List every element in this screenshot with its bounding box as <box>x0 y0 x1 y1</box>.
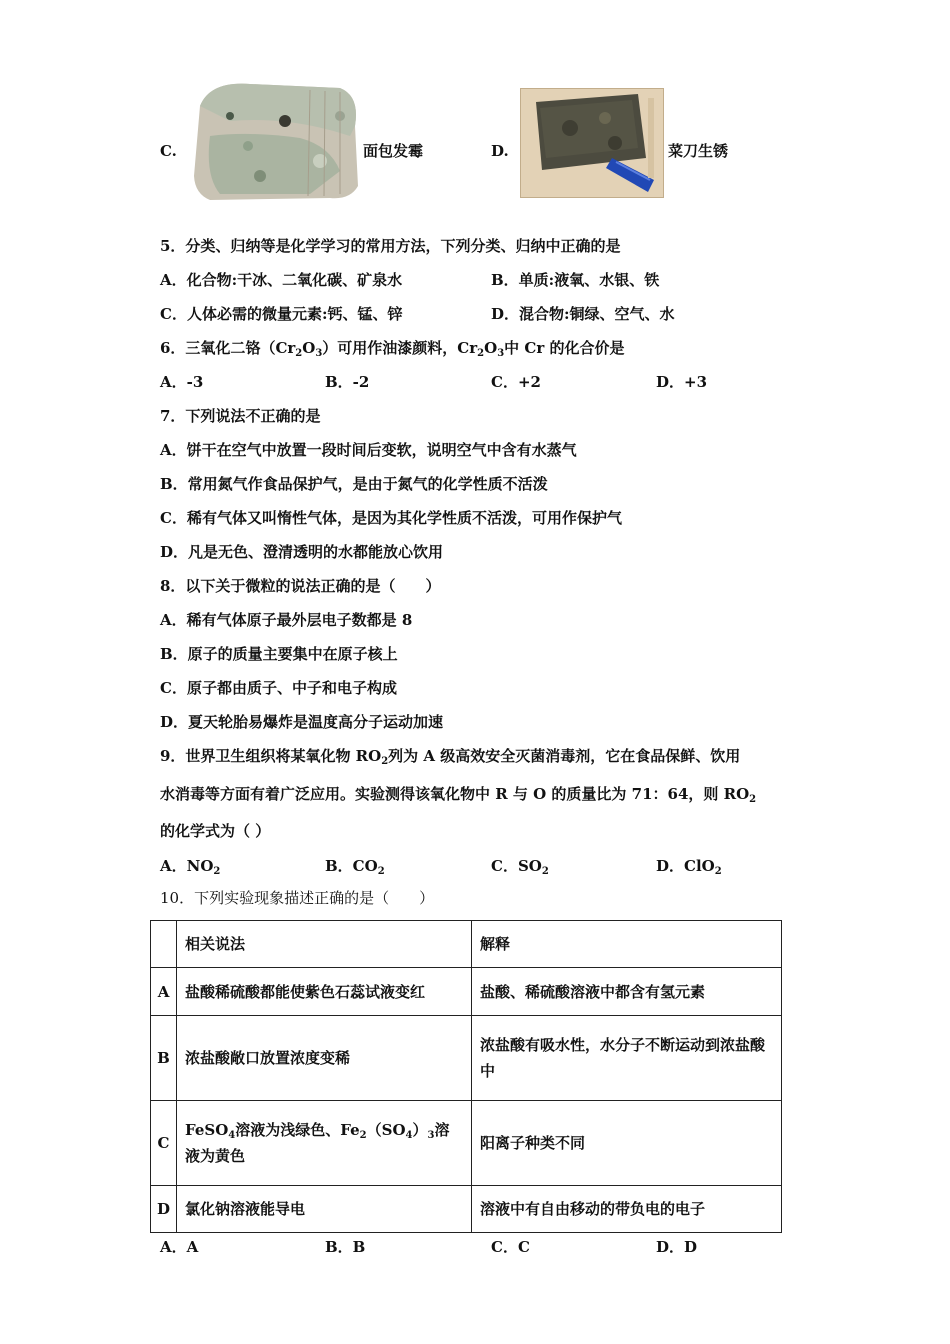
table-row-key: B <box>151 1016 177 1101</box>
q10-option-b: B．B <box>325 1238 366 1256</box>
table-cell: 盐酸稀硫酸都能使紫色石蕊试液变红 <box>177 968 472 1016</box>
q5-option-c: C．人体必需的微量元素:钙、锰、锌 <box>160 305 403 323</box>
q9-stem-line3: 的化学式为（ ） <box>160 822 271 840</box>
q10-table <box>150 920 782 1233</box>
q5-stem: 5．分类、归纳等是化学学习的常用方法，下列分类、归纳中正确的是 <box>160 237 621 255</box>
table-row <box>151 968 782 1016</box>
q6-option-d: D．+3 <box>656 373 708 391</box>
q9-stem-line2: 水消毒等方面有着广泛应用。实验测得该氧化物中 R 与 O 的质量比为 71：64，则 $RO_2$ <box>160 785 757 805</box>
q10-stem: 10．下列实验现象描述正确的是（ ） <box>160 889 435 907</box>
q9-option-c: C．$SO_2$ <box>491 857 549 877</box>
table-cell: FeSO$_4$溶液为浅绿色、$Fe_2(SO_4)_3$溶液为黄色 <box>177 1101 472 1186</box>
q5-option-d: D．混合物:铜绿、空气、水 <box>491 305 675 323</box>
table-header-c2: 解释 <box>472 921 782 968</box>
q7-option-a: A．饼干在空气中放置一段时间后变软，说明空气中含有水蒸气 <box>160 441 577 459</box>
table-cell: 阳离子种类不同 <box>472 1101 782 1186</box>
option-d-caption: 菜刀生锈 <box>668 142 729 160</box>
option-c-letter: C. <box>160 142 177 160</box>
rusty-cleaver-photo <box>520 88 664 198</box>
q7-stem: 7．下列说法不正确的是 <box>160 407 321 425</box>
table-cell: 盐酸、稀硫酸溶液中都含有氢元素 <box>472 968 782 1016</box>
q8-option-b: B．原子的质量主要集中在原子核上 <box>160 645 398 663</box>
table-header-key <box>151 921 177 968</box>
table-cell: 溶液中有自由移动的带负电的电子 <box>472 1186 782 1233</box>
table-cell: 浓盐酸有吸水性，水分子不断运动到浓盐酸中 <box>472 1016 782 1101</box>
q9-option-b: B．$CO_2$ <box>325 857 385 877</box>
q5-option-b: B．单质:液氧、水银、铁 <box>491 271 660 289</box>
moldy-bread-photo <box>190 76 362 202</box>
table-cell: 浓盐酸敞口放置浓度变稀 <box>177 1016 472 1101</box>
rusty-cleaver-illustration <box>520 88 664 198</box>
table-row-key: C <box>151 1101 177 1186</box>
table-row <box>151 1101 782 1186</box>
option-d-letter: D. <box>491 142 509 160</box>
q9-option-d: D．ClO$_2$ <box>656 857 722 877</box>
table-row <box>151 1186 782 1233</box>
q9-option-a: A．$NO_2$ <box>160 857 221 877</box>
q9-stem-line1: 9．世界卫生组织将某氧化物 $RO_2$列为 A 级高效安全灭菌消毒剂，它在食品保鲜、饮用 <box>160 747 741 767</box>
q10-option-c: C．C <box>491 1238 530 1256</box>
q8-option-d: D．夏天轮胎易爆炸是温度高分子运动加速 <box>160 713 444 731</box>
moldy-bread-illustration <box>190 76 362 202</box>
q8-option-a: A．稀有气体原子最外层电子数都是 8 <box>160 611 413 629</box>
q8-option-c: C．原子都由质子、中子和电子构成 <box>160 679 397 697</box>
q10-option-a: A．A <box>160 1238 199 1256</box>
q6-stem: 6．三氧化二铬$(Cr_2O_3)$可用作油漆颜料，$Cr_2O_3$中 Cr 的化合价是 <box>160 339 625 359</box>
q6-option-c: C．+2 <box>491 373 541 391</box>
table-row <box>151 1016 782 1101</box>
table-header-row <box>151 921 782 968</box>
q8-stem: 8．以下关于微粒的说法正确的是（ ） <box>160 577 441 595</box>
q10-option-d: D．D <box>656 1238 698 1256</box>
table-header-c1: 相关说法 <box>177 921 472 968</box>
table-cell: 氯化钠溶液能导电 <box>177 1186 472 1233</box>
q6-option-a: A．-3 <box>160 373 204 391</box>
q7-option-d: D．凡是无色、澄清透明的水都能放心饮用 <box>160 543 444 561</box>
option-c-caption: 面包发霉 <box>363 142 424 160</box>
table-row-key: A <box>151 968 177 1016</box>
q7-option-b: B．常用氮气作食品保护气，是由于氮气的化学性质不活泼 <box>160 475 548 493</box>
table-row-key: D <box>151 1186 177 1233</box>
q6-option-b: B．-2 <box>325 373 370 391</box>
q7-option-c: C．稀有气体又叫惰性气体，是因为其化学性质不活泼，可用作保护气 <box>160 509 622 527</box>
q5-option-a: A．化合物:干冰、二氧化碳、矿泉水 <box>160 271 403 289</box>
